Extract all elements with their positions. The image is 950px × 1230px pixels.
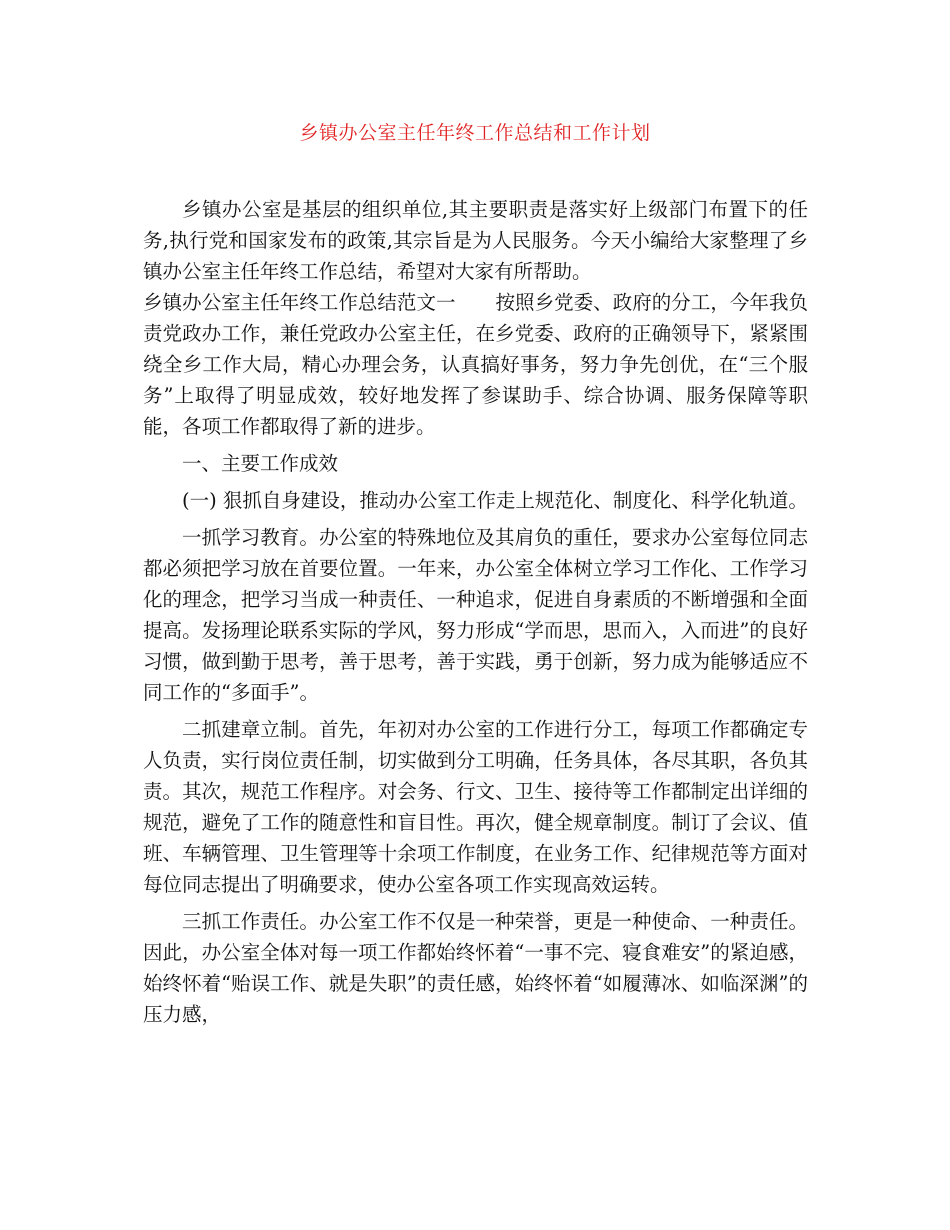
subsection-heading: (一) 狠抓自身建设，推动办公室工作走上规范化、制度化、科学化轨道。 xyxy=(182,489,808,512)
sample-body-text: 按照乡党委、政府的分工，今年我负责党政办工作，兼任党政办公室主任，在乡党委、政府的正确领导下，紧紧围绕全乡工作大局，精心办理会务，认真搞好事务，努力争先创优，在“三个服务”上取得了明显成效，较好地发挥了参谋助手、综合协调、服务保障等职能，各项工作都取得了新的进步。 xyxy=(143,291,808,438)
intro-paragraph: 乡镇办公室是基层的组织单位,其主要职责是落实好上级部门布置下的任务,执行党和国家发布的政策,其宗旨是为人民服务。今天小编给大家整理了乡镇办公室主任年终工作总结，希望对大家有所帮助。 xyxy=(143,198,808,283)
document-title: 乡镇办公室主任年终工作总结和工作计划 xyxy=(299,122,651,144)
sample-section-paragraph xyxy=(143,287,808,442)
document-body xyxy=(143,194,808,1030)
sample-heading: 乡镇办公室主任年终工作总结范文一 xyxy=(143,291,456,314)
rules-system-paragraph: 二抓建章立制。首先，年初对办公室的工作进行分工，每项工作都确定专人负责，实行岗位责任制，切实做到分工明确，任务具体，各尽其职，各负其责。其次，规范工作程序。对会务、行文、卫生、接待等工作都制定出详细的规范，避免了工作的随意性和盲目性。再次，健全规章制度。制订了会议、值班、车辆管理、卫生管理等十余项工作制度，在业务工作、纪律规范等方面对每位同志提出了明确要求，使办公室各项工作实现高效运转。 xyxy=(143,718,808,896)
study-education-paragraph: 一抓学习教育。办公室的特殊地位及其肩负的重任，要求办公室每位同志都必须把学习放在首要位置。一年来，办公室全体树立学习工作化、工作学习化的理念，把学习当成一种责任、一种追求，促进自身素质的不断增强和全面提高。发扬理论联系实际的学风，努力形成“学而思，思而入，入而进”的良好习惯，做到勤于思考，善于思考，善于实践，勇于创新，努力成为能够适应不同工作的“多面手”。 xyxy=(143,526,808,704)
work-responsibility-paragraph: 三抓工作责任。办公室工作不仅是一种荣誉，更是一种使命、一种责任。因此，办公室全体对每一项工作都始终怀着“一事不完、寝食难安”的紧迫感，始终怀着“贻误工作、就是失职”的责任感，始终怀着“如履薄冰、如临深渊”的压力感， xyxy=(143,910,808,1026)
section-heading: 一、主要工作成效 xyxy=(182,452,339,475)
